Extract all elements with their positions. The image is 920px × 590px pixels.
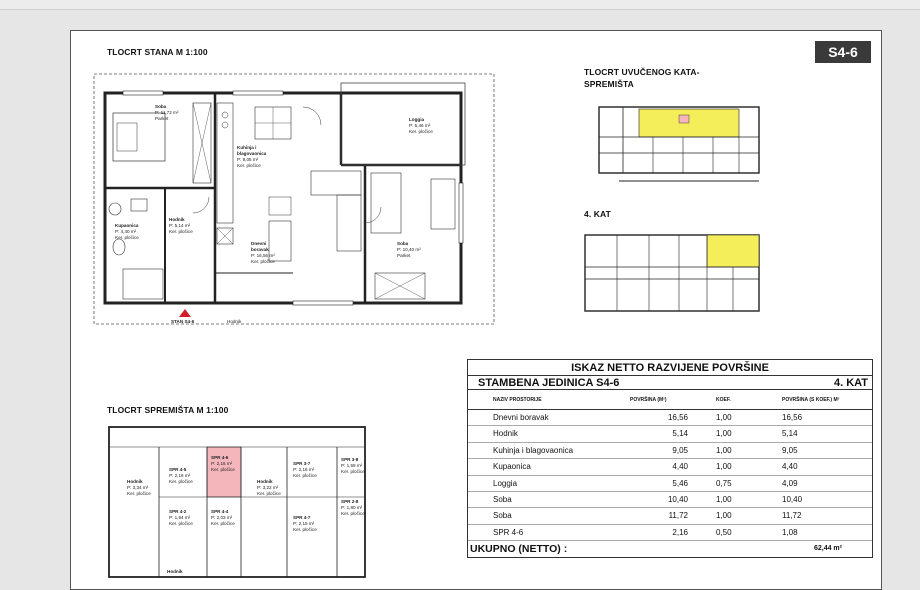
storage-spr38-finish: Ker. pločice bbox=[341, 469, 365, 474]
room-name-soba2: Soba bbox=[397, 241, 409, 246]
room-area-boravak: P: 16,56 m² bbox=[251, 253, 275, 258]
svg-text:Kuhinja iblagovaonicaP: 9,05 m bbox=[237, 145, 267, 168]
room-finish-kupaonica: Ker. pločice bbox=[115, 235, 139, 240]
table-row bbox=[468, 492, 872, 508]
document-page bbox=[70, 30, 882, 590]
svg-text:SPR 4-2P: 1,94 m²Ker. pločice bbox=[169, 509, 193, 526]
total-label: UKUPNO (NETTO) : bbox=[470, 543, 568, 556]
upper-floor-title-2: SPREMIŠTA bbox=[584, 79, 634, 89]
plan-title: TLOCRT STANA M 1:100 bbox=[107, 47, 208, 57]
upper-floor-key-plan bbox=[583, 101, 761, 193]
floor4-title: 4. KAT bbox=[584, 209, 611, 219]
storage-hodnik-a-area: P: 3,34 m² bbox=[127, 485, 149, 490]
cell-coef: 1,00 bbox=[716, 413, 732, 422]
cell-coef: 1,00 bbox=[716, 511, 732, 521]
storage-spr38-name: SPR 3-8 bbox=[341, 457, 359, 462]
cell-area: 16,56 bbox=[667, 413, 688, 422]
col-area: POVRŠINA (M²) bbox=[630, 397, 667, 403]
cell-coef: 0,50 bbox=[716, 527, 732, 537]
table-row bbox=[468, 508, 872, 524]
storage-spr37-name: SPR 3-7 bbox=[293, 461, 311, 466]
cell-coef: 0,75 bbox=[716, 478, 732, 488]
svg-text:LoggiaP: 5,46 m²Ker. pločice bbox=[409, 117, 433, 134]
cell-name: Soba bbox=[493, 511, 512, 521]
storage-hodnik-c-name: Hodnik bbox=[167, 569, 183, 574]
cell-area: 11,72 bbox=[668, 511, 688, 521]
room-area-hodnik: P: 5,14 m² bbox=[169, 223, 191, 228]
cell-area: 10,40 bbox=[667, 494, 688, 504]
storage-spr45-name: SPR 4-5 bbox=[169, 467, 187, 472]
svg-text:HodnikP: 3,34 m²Ker. pločice bbox=[127, 479, 151, 496]
unit-name: STAMBENA JEDINICA S4-6 bbox=[478, 377, 620, 389]
cell-area: 9,05 bbox=[672, 445, 688, 455]
room-area-kuhinja: P: 9,05 m² bbox=[237, 157, 259, 162]
storage-spr46-finish: Ker. pločice bbox=[211, 467, 235, 472]
table-header bbox=[468, 390, 872, 410]
room-name-kuhinja: Kuhinja i bbox=[237, 145, 257, 150]
storage-spr45-finish: Ker. pločice bbox=[169, 479, 193, 484]
storage-spr37-finish: Ker. pločice bbox=[293, 473, 317, 478]
cell-area: 4,40 bbox=[672, 462, 688, 472]
storage-spr47-name: SPR 4-7 bbox=[293, 515, 311, 520]
room-finish-kuhinja: Ker. pločice bbox=[237, 163, 261, 168]
table-row bbox=[468, 525, 872, 541]
svg-text:SPR 4-5P: 2,16 m²Ker. pločice bbox=[169, 467, 193, 484]
cell-area: 5,14 bbox=[672, 429, 688, 439]
cell-coef: 1,00 bbox=[716, 494, 732, 504]
room-name-hodnik: Hodnik bbox=[169, 217, 185, 222]
table-row bbox=[468, 476, 872, 492]
svg-text:KupaonicaP: 4,40 m²Ker. pločic bbox=[115, 223, 139, 240]
entrance-marker-icon bbox=[179, 309, 191, 317]
room-finish-boravak: Ker. pločice bbox=[251, 259, 275, 264]
room-finish-hodnik: Ker. pločice bbox=[169, 229, 193, 234]
cell-name: Kuhinja i blagovaonica bbox=[493, 445, 574, 455]
cell-total: 4,40 bbox=[782, 462, 798, 472]
cell-total: 1,08 bbox=[782, 527, 798, 537]
storage-floor-plan bbox=[107, 419, 367, 579]
storage-hodnik-b-finish: Ker. pločice bbox=[257, 491, 281, 496]
svg-text:SobaP: 11,72 m²Parket bbox=[155, 104, 179, 121]
unit-floor: 4. KAT bbox=[833, 377, 868, 389]
storage-spr42-name: SPR 4-2 bbox=[169, 509, 187, 514]
room-finish-soba2: Parket bbox=[397, 253, 411, 258]
room-name-loggia: Loggia bbox=[409, 117, 425, 122]
cell-name: Hodnik bbox=[493, 429, 518, 439]
storage-spr44-name: SPR 4-4 bbox=[211, 509, 229, 514]
cell-name: Dnevni boravak bbox=[493, 413, 549, 422]
storage-spr38-area: P: 1,59 m² bbox=[341, 463, 363, 468]
room-name2-kuhinja: blagovaonica bbox=[237, 151, 267, 156]
room-name2-boravak: boravak bbox=[251, 247, 269, 252]
svg-text:HodnikP: 3,22 m²Ker. pločice bbox=[257, 479, 281, 496]
cell-area: 2,16 bbox=[672, 527, 688, 537]
room-area-loggia: P: 5,46 m² bbox=[409, 123, 431, 128]
cell-name: Loggia bbox=[493, 478, 518, 488]
floor4-key-plan bbox=[583, 229, 761, 319]
storage-spr37-area: P: 2,16 m² bbox=[293, 467, 315, 472]
storage-spr47-area: P: 2,15 m² bbox=[293, 521, 315, 526]
room-finish-soba1: Parket bbox=[155, 116, 169, 121]
storage-hodnik-b-area: P: 3,22 m² bbox=[257, 485, 279, 490]
storage-spr28-finish: Ker. pločice bbox=[341, 511, 365, 516]
cell-total: 4,09 bbox=[782, 478, 798, 488]
room-name-kupaonica: Kupaonica bbox=[115, 223, 139, 228]
table-unit-row bbox=[468, 376, 872, 390]
table-row bbox=[468, 426, 872, 442]
svg-text:SPR 4-4P: 2,03 m²Ker. pločice bbox=[211, 509, 235, 526]
storage-spr28-name: SPR 2-8 bbox=[341, 499, 359, 504]
storage-spr44-finish: Ker. pločice bbox=[211, 521, 235, 526]
cell-coef: 1,00 bbox=[716, 429, 732, 439]
cell-name: SPR 4-6 bbox=[493, 527, 524, 537]
col-name: NAZIV PROSTORIJE bbox=[493, 397, 542, 403]
storage-hodnik-a-name: Hodnik bbox=[127, 479, 143, 484]
storage-spr45-area: P: 2,16 m² bbox=[169, 473, 191, 478]
room-name-boravak: Dnevni bbox=[251, 241, 267, 246]
apartment-floor-plan bbox=[93, 73, 497, 327]
svg-text:SPR 2-8P: 1,80 m²Ker. pločice bbox=[341, 499, 365, 516]
storage-plan-title: TLOCRT SPREMIŠTA M 1:100 bbox=[107, 405, 229, 415]
table-row bbox=[468, 443, 872, 459]
cell-total: 5,14 bbox=[782, 429, 798, 439]
storage-hodnik-b-name: Hodnik bbox=[257, 479, 273, 484]
storage-spr42-area: P: 1,94 m² bbox=[169, 515, 191, 520]
storage-spr47-finish: Ker. pločice bbox=[293, 527, 317, 532]
corridor-label: Hodnik bbox=[227, 319, 242, 324]
svg-text:DnevniboravakP: 16,56 m²Ker. p bbox=[251, 241, 275, 264]
table-row bbox=[468, 459, 872, 475]
room-name-soba1: Soba bbox=[155, 104, 167, 109]
cell-total: 16,56 bbox=[782, 413, 803, 422]
storage-spr44-area: P: 2,03 m² bbox=[211, 515, 233, 520]
cell-name: Kupaonica bbox=[493, 462, 531, 472]
cell-name: Soba bbox=[493, 494, 512, 504]
viewer-toolbar bbox=[0, 0, 920, 10]
cell-coef: 1,00 bbox=[716, 445, 732, 455]
cell-total: 10,40 bbox=[782, 494, 803, 504]
upper-floor-title-1: TLOCRT UVUČENOG KATA- bbox=[584, 67, 700, 77]
table-total-row bbox=[468, 541, 872, 557]
cell-area: 5,46 bbox=[672, 478, 688, 488]
room-finish-loggia: Ker. pločice bbox=[409, 129, 433, 134]
total-value: 62,44 m² bbox=[813, 545, 842, 553]
table-title: ISKAZ NETTO RAZVIJENE POVRŠINE bbox=[468, 360, 872, 376]
cell-total: 9,05 bbox=[782, 445, 798, 455]
svg-text:HodnikP: 5,14 m²Ker. pločice bbox=[169, 217, 193, 234]
unit-badge: S4-6 bbox=[815, 41, 871, 63]
cell-coef: 1,00 bbox=[716, 462, 732, 472]
storage-spr28-area: P: 1,80 m² bbox=[341, 505, 363, 510]
storage-spr46-name: SPR 4-6 bbox=[211, 455, 229, 460]
svg-text:SobaP: 10,40 m²Parket bbox=[397, 241, 421, 258]
svg-text:SPR 4-7P: 2,15 m²Ker. pločice bbox=[293, 515, 317, 532]
col-area-coef: POVRŠINA (S KOEF.) M² bbox=[782, 397, 840, 403]
room-area-soba1: P: 11,72 m² bbox=[155, 110, 179, 115]
room-area-soba2: P: 10,40 m² bbox=[397, 247, 421, 252]
svg-text:SPR 3-7P: 2,16 m²Ker. pločice bbox=[293, 461, 317, 478]
area-table bbox=[467, 359, 873, 558]
entrance-label: STAN S4-6 bbox=[171, 319, 195, 324]
cell-total: 11,72 bbox=[782, 511, 802, 521]
storage-spr42-finish: Ker. pločice bbox=[169, 521, 193, 526]
storage-hodnik-a-finish: Ker. pločice bbox=[127, 491, 151, 496]
col-coef: KOEF. bbox=[716, 397, 731, 403]
table-row bbox=[468, 410, 872, 426]
svg-text:SPR 3-8P: 1,59 m²Ker. pločice bbox=[341, 457, 365, 474]
room-area-kupaonica: P: 4,40 m² bbox=[115, 229, 137, 234]
storage-spr46-area: P: 2,16 m² bbox=[211, 461, 233, 466]
